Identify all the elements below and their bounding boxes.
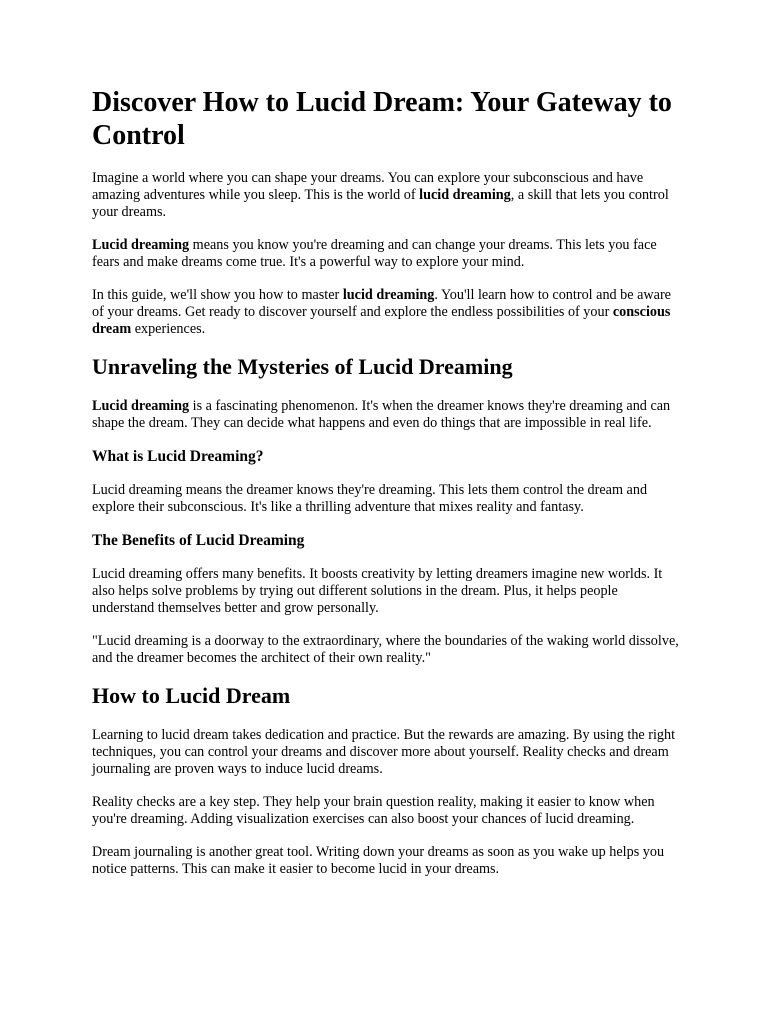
text-run: is a fascinating phenomenon. It's when the dreamer knows they're dreaming and can shape the dream. They can decide what happens and even do things that are impossible in real life. [92,397,671,431]
how-to-paragraph-1: Learning to lucid dream takes dedication and practice. But the rewards are amazing. By using the right techniques, you can control your dreams and discover more about yourself. Reality checks and dream journaling are proven ways to induce lucid dreams. [92,727,676,777]
intro-paragraph-3 [92,287,680,337]
text-run: , a skill that lets you control your dreams. [92,186,669,220]
intro-paragraph-2 [92,237,680,271]
subheading-benefits: The Benefits of Lucid Dreaming [92,532,305,550]
text-run: In this guide, we'll show you how to master [92,286,343,303]
what-is-paragraph: Lucid dreaming means the dreamer knows they're dreaming. This lets them control the dream and explore their subconscious. It's like a thrilling adventure that mixes reality and fantasy. [92,481,648,515]
section-heading-how-to: How to Lucid Dream [92,683,291,709]
text-run: experiences. [131,320,206,337]
bold-term: Lucid dreaming [92,236,190,253]
section-heading-mysteries: Unraveling the Mysteries of Lucid Dreaming [92,353,513,379]
bold-term: lucid dreaming [342,286,435,303]
mysteries-paragraph [92,398,680,432]
bold-term: lucid dreaming [419,186,511,203]
text-run: means you know you're dreaming and can change your dreams. This lets you face fears and make dreams come true. It's a powerful way to explore your mind. [92,236,657,270]
bold-term: Lucid dreaming [92,397,190,414]
page-title: Discover How to Lucid Dream: Your Gateway to Control [92,87,672,151]
text-run: Imagine a world where you can shape your dreams. You can explore your subconscious and have amazing adventures while you sleep. This is the world of [92,170,644,203]
quote-paragraph: "Lucid dreaming is a doorway to the extraordinary, where the boundaries of the waking world dissolve, and the dreamer becomes the architect of their own reality." [92,632,679,666]
text-run: . You'll learn how to control and be aware of your dreams. Get ready to discover yourself and explore the endless possibilities of your [92,286,671,320]
bold-term: conscious dream [92,303,671,337]
how-to-paragraph-3: Dream journaling is another great tool. Writing down your dreams as soon as you wake up helps you notice patterns. This can make it easier to become lucid in your dreams. [92,844,665,877]
document-page [92,86,680,894]
how-to-paragraph-2: Reality checks are a key step. They help your brain question reality, making it easier to know when you're dreaming. Adding visualization exercises can also boost your chances of lucid dreaming. [92,793,655,827]
benefits-paragraph: Lucid dreaming offers many benefits. It boosts creativity by letting dreamers imagine new worlds. It also helps solve problems by trying out different solutions in the dream. Plus, it helps people understand themselves better and grow personally. [92,566,663,616]
subheading-what-is: What is Lucid Dreaming? [92,447,264,465]
intro-paragraph-1 [92,170,680,220]
